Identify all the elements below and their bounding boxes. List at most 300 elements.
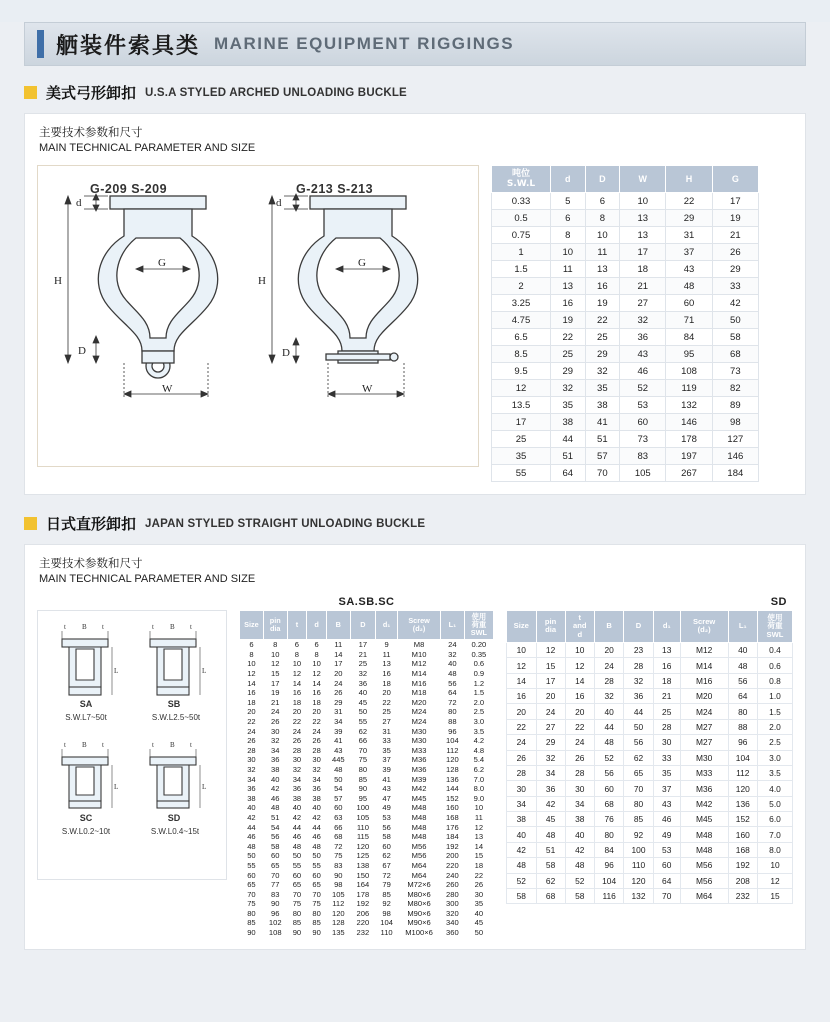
table-cell: 119 [666, 380, 712, 397]
table-cell: M48 [411, 812, 427, 822]
svg-text:t: t [190, 622, 192, 631]
table-cell: 58 [507, 888, 537, 903]
table-cell: 29 [712, 261, 758, 278]
table-cell: 73 [620, 431, 666, 448]
caption-sd: SD [770, 595, 787, 608]
svg-text:t: t [190, 740, 192, 749]
table-cell: 50 [712, 312, 758, 329]
svg-text:L: L [202, 666, 207, 675]
table-cell: 80 [728, 704, 757, 719]
bullet-square-icon-2 [24, 517, 37, 530]
table-cell: 60 [620, 414, 666, 431]
table-cell: 51 [270, 812, 280, 822]
table-cell: 178 [356, 889, 370, 899]
table-cell: 42 [270, 784, 280, 794]
table-cell: 54 [334, 784, 343, 794]
table-cell: M18 [411, 688, 427, 698]
table-cell: 72 [382, 870, 391, 880]
table-cell: M12 [411, 659, 427, 669]
table-cell: M30 [411, 736, 427, 746]
header-accent-bar [37, 30, 44, 58]
table-cell: 340 [446, 918, 459, 928]
table-cell: 10 [292, 659, 302, 669]
table-row [507, 704, 793, 719]
table-row [240, 669, 494, 679]
table-cell: 75 [247, 899, 256, 909]
table-cell: 2.5 [757, 735, 792, 750]
table-cell: 96 [728, 735, 757, 750]
table-row [492, 278, 759, 295]
th2-B: B [326, 610, 350, 639]
table-cell: 36 [292, 784, 302, 794]
table-cell: 105 [620, 465, 666, 482]
table-cell: 57 [334, 793, 343, 803]
table-cell: 35 [474, 899, 484, 909]
svg-text:t: t [102, 740, 104, 749]
table-cell: 9.5 [492, 363, 551, 380]
table-cell: M64 [411, 860, 427, 870]
table-cell: 28 [565, 765, 594, 780]
table-cell: M56 [680, 858, 728, 873]
table-row [240, 832, 494, 842]
table-cell: 10 [507, 642, 537, 657]
table-cell: 22 [312, 717, 321, 726]
table-cell: 48 [292, 841, 302, 851]
table-cell: 32 [620, 312, 666, 329]
table-cell: 44 [624, 704, 653, 719]
table-cell: 128 [446, 764, 459, 774]
dim-W-right: W [362, 382, 373, 395]
table-row [507, 735, 793, 750]
table-cell: 18 [312, 697, 321, 707]
table-cell: 43 [620, 346, 666, 363]
th2-pindia: pin dia [263, 610, 287, 639]
table-cell: 90 [270, 899, 280, 909]
table-row [492, 312, 759, 329]
table-row [240, 889, 494, 899]
table-cell: 300 [446, 899, 459, 909]
table-cell: 50 [624, 719, 653, 734]
table-cell: 84 [594, 842, 623, 857]
th2-L1: L₁ [441, 610, 465, 639]
japan-shackle-svg [38, 611, 221, 877]
table-cell: 80 [594, 827, 623, 842]
table-row [240, 861, 494, 871]
table-cell: 60 [270, 851, 280, 861]
section2-panel [24, 544, 806, 950]
table-cell: M14 [411, 669, 427, 679]
table-cell: 146 [666, 414, 712, 431]
table-cell: 14 [565, 673, 594, 688]
table-cell: 16 [653, 658, 680, 673]
table-cell: 17 [620, 244, 666, 261]
table-row [240, 784, 494, 794]
table-cell: M48 [411, 822, 427, 832]
table-cell: 23 [624, 642, 653, 657]
table-cell: 12 [474, 822, 484, 832]
table-row [507, 781, 793, 796]
table-row [492, 244, 759, 261]
svg-text:t: t [152, 622, 154, 631]
table-cell: 11 [585, 244, 620, 261]
table-cell: 104 [380, 918, 393, 928]
th3-swl: 使用 荷重 SWL [757, 610, 792, 642]
table-cell: 62 [382, 851, 391, 861]
table-japan-right-body [507, 642, 793, 903]
table-cell: 85 [624, 812, 653, 827]
table-cell: 40 [507, 827, 537, 842]
table-cell: 53 [653, 842, 680, 857]
th3-L1: L₁ [728, 610, 757, 642]
svg-text:B: B [170, 622, 175, 631]
th3-screw: Screw (d₂) [680, 610, 728, 642]
table-cell: 38 [507, 812, 537, 827]
table-cell: 26 [474, 880, 484, 890]
section1-title-cn: 美式弓形卸扣 [46, 84, 137, 102]
table-cell: 50 [292, 851, 302, 861]
table-row [507, 873, 793, 888]
th-W: W [620, 165, 666, 193]
table-cell: 22 [507, 719, 537, 734]
table-cell: 60 [653, 858, 680, 873]
table-cell: 55 [358, 717, 368, 726]
table-row [492, 210, 759, 227]
table-cell: 24 [270, 707, 280, 717]
table-cell: 22 [382, 697, 391, 707]
table-cell: 85 [312, 918, 321, 928]
table-row [240, 726, 494, 736]
table-cell: 232 [356, 928, 370, 938]
table-cell: 42 [507, 842, 537, 857]
table-cell: 13 [585, 261, 620, 278]
section1-subtitle-en: MAIN TECHNICAL PARAMETER AND SIZE [39, 141, 256, 154]
table-cell: 40 [247, 803, 256, 813]
table-cell: 6 [314, 640, 319, 650]
shackle-svg [38, 166, 476, 426]
table-cell: 98 [334, 880, 343, 890]
table-cell: 110 [624, 858, 653, 873]
table-cell: 38 [585, 397, 620, 414]
table-cell: 85 [382, 889, 391, 899]
table-cell: 40 [594, 704, 623, 719]
table-cell: 102 [268, 918, 282, 928]
table-cell: 17 [492, 414, 551, 431]
table-cell: 32 [312, 764, 321, 774]
table-cell: 51 [551, 448, 586, 465]
table-cell: 45 [474, 918, 484, 928]
table-cell: 0.6 [757, 658, 792, 673]
table-cell: 11 [474, 812, 483, 822]
table-cell: 18 [620, 261, 666, 278]
table-cell: 2 [492, 278, 551, 295]
table-cell: 21 [358, 649, 368, 659]
table-row [492, 193, 759, 210]
table-cell: 53 [620, 397, 666, 414]
caption-sa-sb-sc: SA.SB.SC [338, 595, 395, 608]
table-cell: 56 [728, 673, 757, 688]
table-cell: 80 [312, 908, 321, 918]
table-cell: 6 [585, 193, 620, 210]
table-cell: 65 [247, 880, 256, 890]
table-cell: 7.0 [473, 774, 485, 784]
table-cell: 8 [249, 649, 254, 659]
table-cell: 48 [247, 841, 256, 851]
section-japan-straight [24, 513, 806, 950]
table-cell: M90×6 [407, 908, 431, 918]
table-row [240, 841, 494, 851]
table-cell: 105 [356, 812, 370, 822]
table-cell: 5.0 [757, 796, 792, 811]
table-cell: 6.2 [473, 764, 485, 774]
table-cell: M56 [411, 851, 427, 861]
dim-G-right: G [358, 256, 366, 269]
table-cell: 8.0 [473, 784, 485, 794]
table-cell: 19 [270, 688, 280, 698]
table-cell: 12 [757, 873, 792, 888]
table-cell: 24 [292, 726, 302, 736]
table-cell: M42 [411, 784, 427, 794]
table-cell: M48 [680, 842, 728, 857]
section2-subtitle [39, 555, 793, 588]
table-cell: 8 [273, 640, 278, 650]
table-cell: 25 [382, 707, 391, 717]
table-cell: 1.5 [492, 261, 551, 278]
table-cell: 63 [334, 812, 343, 822]
th2-screw: Screw (d₂) [398, 610, 441, 639]
table-row [507, 673, 793, 688]
table-cell: 112 [446, 745, 459, 755]
table-cell: 120 [728, 781, 757, 796]
table-cell: 13 [551, 278, 586, 295]
table-cell: 20 [292, 707, 302, 717]
th-swl-cn: 吨位 [511, 168, 530, 179]
table-cell: 85 [292, 918, 302, 928]
table-cell: 160 [446, 803, 459, 813]
table-cell: 60 [666, 295, 712, 312]
table-cell: M45 [411, 793, 427, 803]
table-cell: 83 [620, 448, 666, 465]
th-swl [492, 165, 551, 193]
table-cell: M20 [680, 689, 728, 704]
table-cell: 28 [247, 745, 256, 755]
table-cell: 125 [356, 851, 370, 861]
table-cell: 30 [312, 755, 321, 765]
table-row [507, 842, 793, 857]
table-cell: M12 [680, 642, 728, 657]
table-cell: 120 [446, 755, 459, 765]
table-cell: 168 [446, 812, 459, 822]
table-cell: 120 [331, 908, 345, 918]
section1-content-row [37, 165, 793, 483]
table-cell: 34 [270, 745, 280, 755]
table-cell: 22 [565, 719, 594, 734]
table-cell: 30 [653, 735, 680, 750]
table-row [507, 719, 793, 734]
table-row [507, 796, 793, 811]
table-cell: 46 [292, 832, 302, 842]
table-cell: 38 [565, 812, 594, 827]
table-cell: 20 [565, 704, 594, 719]
table-row [240, 650, 494, 660]
table-cell: M42 [680, 796, 728, 811]
table-cell: 15 [270, 669, 280, 679]
table-cell: 24 [507, 735, 537, 750]
table-cell: 38 [312, 793, 321, 803]
table-cell: 0.8 [757, 673, 792, 688]
table-cell: 1.0 [757, 689, 792, 704]
table-cell: 150 [356, 870, 370, 880]
table-cell: 90 [247, 928, 256, 938]
section1-title-en: U.S.A STYLED ARCHED UNLOADING BUCKLE [145, 86, 407, 99]
table-cell: 44 [312, 822, 321, 832]
section1-title [24, 82, 806, 103]
table-cell: 146 [712, 448, 758, 465]
table-cell: 30 [507, 781, 537, 796]
table-cell: M64 [411, 870, 427, 880]
table-cell: 2.0 [473, 697, 485, 707]
table-cell: 112 [728, 765, 757, 780]
table-cell: 160 [728, 827, 757, 842]
table-cell: 48 [565, 858, 594, 873]
table-cell: 14 [474, 841, 484, 851]
table-cell: 49 [653, 827, 680, 842]
table-cell: 20 [382, 688, 391, 698]
table-cell: 44 [247, 822, 256, 832]
table-row [240, 870, 494, 880]
table-cell: 32 [551, 380, 586, 397]
table-cell: 52 [507, 873, 537, 888]
table-cell: 36 [312, 784, 321, 794]
table-cell: M80×6 [407, 889, 431, 899]
table-cell: 68 [594, 796, 623, 811]
table-cell: 267 [666, 465, 712, 482]
table-cell: 98 [712, 414, 758, 431]
table-cell: 57 [585, 448, 620, 465]
table-cell: 72 [448, 697, 457, 707]
table-cell: 70 [270, 870, 280, 880]
table-cell: 240 [446, 870, 459, 880]
table-cell: 40 [358, 688, 368, 698]
shackle-drawing-usa [37, 165, 479, 467]
table-cell: 132 [666, 397, 712, 414]
table-cell: 3.25 [492, 295, 551, 312]
table-cell: 62 [624, 750, 653, 765]
table-cell: 30 [247, 755, 256, 765]
table-cell: 0.4 [757, 642, 792, 657]
table-cell: 14 [292, 678, 302, 688]
table-cell: 40 [448, 659, 457, 669]
table-usa-body [492, 193, 759, 482]
table-cell: 10 [585, 227, 620, 244]
table-cell: 184 [446, 832, 459, 842]
table-cell: 46 [270, 793, 280, 803]
table-cell: 70 [247, 889, 256, 899]
table-cell: 176 [446, 822, 459, 832]
table-row [492, 363, 759, 380]
table-cell: 48 [448, 669, 457, 679]
swl-label-sc: S.W.L0.2~10t [61, 826, 111, 836]
table-cell: 104 [728, 750, 757, 765]
svg-text:L: L [114, 782, 119, 791]
table-cell: 105 [331, 889, 345, 899]
table-cell: 168 [728, 842, 757, 857]
table-cell: 36 [247, 784, 256, 794]
svg-text:t: t [102, 622, 104, 631]
table-cell: 40 [312, 803, 321, 813]
table-cell: 31 [334, 707, 343, 717]
table-cell: 108 [268, 928, 282, 938]
table-cell: 48 [728, 658, 757, 673]
table-cell: 104 [446, 736, 459, 746]
table-usa-arched [491, 165, 759, 483]
table-cell: 36 [620, 329, 666, 346]
table-row [492, 227, 759, 244]
table-cell: 39 [382, 764, 391, 774]
table-row [240, 745, 494, 755]
table-cell: 26 [312, 736, 321, 746]
table-cell: 11 [334, 640, 343, 650]
table-cell: 42 [565, 842, 594, 857]
table-cell: 60 [594, 781, 623, 796]
table-cell: 17 [270, 678, 280, 688]
table-cell: 25 [358, 659, 368, 669]
table-row [507, 827, 793, 842]
table-cell: 41 [382, 774, 391, 784]
table-cell: 38 [247, 793, 256, 803]
table-cell: 48 [312, 841, 321, 851]
table-cell: 25 [585, 329, 620, 346]
table-cell: 76 [594, 812, 623, 827]
table-cell: 104 [594, 873, 623, 888]
table-cell: 0.35 [471, 649, 487, 659]
table-row [240, 659, 494, 669]
table-cell: 4.75 [492, 312, 551, 329]
table-cell: 28 [292, 745, 302, 755]
table-cell: 42 [312, 812, 321, 822]
table-cell: 32 [270, 736, 280, 746]
table-cell: 28 [312, 745, 321, 755]
table-cell: 28 [507, 765, 537, 780]
table-row [240, 803, 494, 813]
table-cell: 6 [294, 640, 300, 650]
table-cell: 115 [356, 832, 369, 842]
table-cell: 30 [292, 755, 302, 765]
table-cell: 40 [474, 908, 484, 918]
table-cell: 132 [624, 888, 653, 903]
table-cell: 120 [356, 841, 370, 851]
table-cell: M30 [411, 726, 427, 736]
table-cell: 83 [270, 889, 280, 899]
table-cell: 20 [247, 707, 256, 717]
table-cell: 44 [292, 822, 302, 832]
table-cell: 32 [292, 764, 302, 774]
table-cell: 33 [382, 736, 391, 746]
table-cell: 36 [536, 781, 565, 796]
table-cell: 10 [551, 244, 586, 261]
th3-d1: d₁ [653, 610, 680, 642]
table-cell: 79 [382, 880, 391, 890]
table-cell: 4.2 [473, 736, 485, 746]
swl-label-sa: S.W.L7~50t [65, 712, 107, 722]
table-row [240, 639, 494, 649]
table-cell: 92 [624, 827, 653, 842]
table-cell: 12 [270, 659, 280, 669]
table-row [240, 688, 494, 698]
table-cell: 38 [551, 414, 586, 431]
table-cell: 20 [507, 704, 537, 719]
table-row [240, 774, 494, 784]
table-header-row [492, 165, 759, 193]
